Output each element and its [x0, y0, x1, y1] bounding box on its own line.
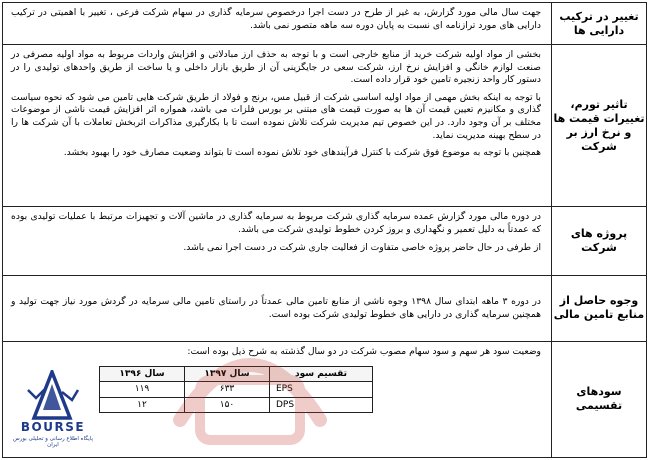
content-asset-composition [3, 3, 552, 45]
paragraph: در دوره مالی مورد گزارش عمده سرمایه گذاری شرکت مربوط به سرمایه گذاری در ماشین آلات و تجهیزات مرتبط با عملیات تولیدی بوده که عمدتاً به دلیل تعمیر و نگهداری و بروز کردن خطوط تولیدی شرکت می باشد. [11, 211, 541, 236]
value-dps-1396: ۱۲ [100, 397, 185, 413]
value-eps-1396: ۱۱۹ [100, 382, 185, 398]
label-dividends: سودهای تقسیمی [552, 341, 647, 457]
bourse-emblem-icon [6, 370, 98, 422]
paragraph: از طرفی در حال حاضر پروژه خاصی متفاوت از فعالیت جاری شرکت در دست اجرا نمی باشد. [183, 241, 541, 253]
table-row [100, 397, 373, 413]
report-table [2, 2, 647, 458]
value-eps-1397: ۶۳۳ [185, 382, 270, 398]
paragraph: با توجه به اینکه بخش مهمی از مواد اولیه اساسی شرکت از قبیل مس، برنج و فولاد از طریق شرکت هایی تامین می شود که نحوه سیاست گذاری و مکانیزم تعیین قیمت آن ها به صورت قیمت های مبتنی بر بورس فلزات می باشد، همواره اثر افزایش قیمت ناشی از موضوعات مختلف بر آن وجود دارد. در این خصوص تیم مدیریت شرکت تلاش نموده است تا با بکارگیری مذاکرات اثربخش تعاملات با آن شرکت ها را در سطح بهینه مدیریت نماید. [11, 91, 541, 141]
row-financing-funds [3, 275, 647, 341]
content-inflation-impact [3, 45, 552, 207]
paragraph: جهت سال مالی مورد گزارش، به غیر از طرح در دست اجرا درخصوص سرمایه گذاری در سهام شرکت فرعی ، تغییر با اهمیتی در ترکیب دارایی های مورد ترازنامه ای نسبت به پایان دوره سه ماهه متصور نمی باشد. [11, 7, 541, 31]
label-financing-funds: وجوه حاصل از منابع تامین مالی [552, 275, 647, 341]
dividends-header-1397: سال ۱۳۹۷ [185, 366, 270, 382]
table-row [100, 382, 373, 398]
label-asset-composition: تغییر در ترکیب دارایی ها [552, 3, 647, 45]
value-dps-1397: ۱۵۰ [185, 397, 270, 413]
label-projects: پروژه های شرکت [552, 207, 647, 275]
paragraph: همچنین با توجه به موضوع فوق شرکت با کنترل فرآیندهای خود تلاش نموده است تا بتواند وضعیت مصارف خود را بهبود بخشد. [63, 147, 541, 159]
row-label-eps: EPS [270, 382, 373, 398]
row-projects [3, 207, 647, 275]
row-inflation-impact [3, 45, 647, 207]
row-asset-composition [3, 3, 647, 45]
row-dividends [3, 341, 647, 457]
logo-wordmark: BOURSE [20, 420, 86, 434]
content-projects [3, 207, 552, 275]
content-financing-funds [3, 275, 552, 341]
dividends-header-label: تقسیم سود [270, 366, 373, 382]
label-inflation-impact: تاثیر تورم، تغییرات قیمت ها و نرخ ارز بر شرکت [552, 45, 647, 207]
dividends-table [99, 366, 373, 414]
bourse-logo [6, 370, 98, 452]
dividends-intro: وضعیت سود هر سهم و سود سهام مصوب شرکت در دو سال گذشته به شرح ذیل بوده است: [187, 345, 541, 357]
logo-tagline: پایگاه اطلاع رسانی و تحلیلی بورس ایران [13, 436, 93, 448]
paragraph: در دوره ۳ ماهه ابتدای سال ۱۳۹۸ وجوه ناشی از منابع تامین مالی عمدتاً در راستای تامین مالی سرمایه در گردش مورد نیاز جهت تولید و همچنین سرمایه گذاری در دارایی های خطوط تولیدی شرکت بوده است. [11, 296, 541, 320]
paragraph: بخشی از مواد اولیه شرکت خرید از منابع خارجی است و با توجه به حذف ارز مبادلاتی و افزایش واردات مربوط به مواد اولیه مصرفی در صنعت لوازم خانگی و افزایش نرخ ارز، شرکت سعی در جایگزینی آن از طریق بازار داخلی و یا ساخت از طریق واحدهای تولیدی را در دستور کار واحد زنجیره تامین خود قرار داده است. [11, 49, 541, 86]
dividends-header-row [100, 366, 373, 382]
dividends-header-1396: سال ۱۳۹۶ [100, 366, 185, 382]
row-label-dps: DPS [270, 397, 373, 413]
